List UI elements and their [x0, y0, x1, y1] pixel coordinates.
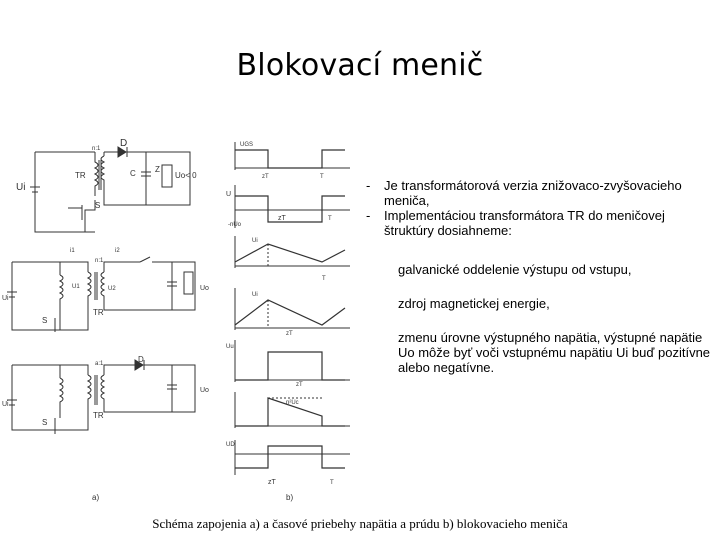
label-uo-3: Uo: [200, 387, 209, 394]
waveform-us: [235, 340, 350, 382]
label-u2: U2: [108, 286, 116, 292]
circuit-schematic-3: [7, 360, 195, 434]
figure-caption: Schéma zapojenia a) a časové priebehy napätia a prúdu b) blokovacieho meniča: [152, 516, 568, 531]
circuit-schematic-1: [30, 147, 190, 232]
label-zt-2: zT: [286, 331, 293, 337]
label-ui-wave-2: Ui: [252, 292, 258, 298]
sub-item-voltage: zmenu úrovne výstupného napätia, výstupné napätie Uo môže byť voči vstupnému napätiu Ui buď pozitívne alebo negatívne.: [398, 330, 711, 375]
bullet-item-1: [360, 178, 715, 208]
label-uo-2: Uo: [200, 285, 209, 292]
label-d: D: [120, 138, 128, 149]
label-ud: UD: [226, 442, 235, 448]
label-t-2: T: [322, 276, 326, 282]
label-ui-3: Ui: [2, 401, 9, 408]
label-ui: Ui: [16, 182, 26, 193]
label-i2: i2: [115, 248, 120, 254]
label-nuo: -nUo: [228, 222, 242, 228]
label-zt-1: zT: [278, 215, 286, 222]
label-tr: TR: [75, 171, 86, 180]
bullet-marker: -: [366, 208, 371, 223]
label-ratio-a: a:1: [95, 361, 104, 367]
bullet-marker: -: [366, 178, 371, 193]
bullet-text: Je transformátorová verzia znižovaco-zvyšovacieho meniča,: [384, 178, 682, 208]
label-t-1: T: [328, 216, 332, 222]
label-zt-3: zT: [296, 382, 303, 388]
label-ui-wave: Ui: [252, 238, 258, 244]
label-fig-b: b): [286, 493, 294, 502]
label-ugs: UGS: [240, 142, 254, 148]
label-ui-2: Ui: [2, 295, 9, 302]
label-s-2: S: [42, 316, 48, 325]
page-title: Blokovací menič: [236, 48, 484, 83]
label-ratio-n: n:1: [92, 146, 101, 152]
label-zt-4: zT: [268, 479, 276, 486]
label-c: C: [130, 169, 136, 178]
bullet-text: Implementáciou transformátora TR do meničovej štruktúry dosiahneme:: [384, 208, 665, 238]
label-fig-a: a): [92, 493, 100, 502]
waveform-u: [235, 185, 350, 228]
label-t-4: T: [330, 480, 334, 486]
label-nuc: n²Uc: [286, 400, 299, 406]
label-tr-2: TR: [93, 308, 104, 317]
blocking-converter-figure: [0, 130, 360, 510]
circuit-schematic-2: [7, 257, 195, 332]
waveform-ud: [235, 440, 350, 475]
label-uo: Uo< 0: [175, 171, 197, 180]
label-uu: Uu: [226, 344, 234, 350]
label-s-3: S: [42, 418, 48, 427]
label-t-0: T: [320, 174, 324, 180]
label-tr-3: TR: [93, 411, 104, 420]
sub-item-energy: zdroj magnetickej energie,: [398, 296, 550, 311]
label-zt-0: zT: [262, 174, 269, 180]
label-ratio-n-2: n:1: [95, 258, 104, 264]
label-u1: U1: [72, 284, 80, 290]
label-d-3: D: [138, 355, 144, 364]
label-i1: i1: [70, 248, 75, 254]
bullet-item-2: [360, 208, 715, 238]
sub-item-isolation: galvanické oddelenie výstupu od vstupu,: [398, 262, 632, 277]
bullet-list: [360, 178, 715, 238]
waveform-id: [235, 392, 350, 428]
label-z: Z: [155, 165, 160, 174]
label-u: U: [226, 191, 232, 198]
label-s: S: [95, 201, 101, 210]
